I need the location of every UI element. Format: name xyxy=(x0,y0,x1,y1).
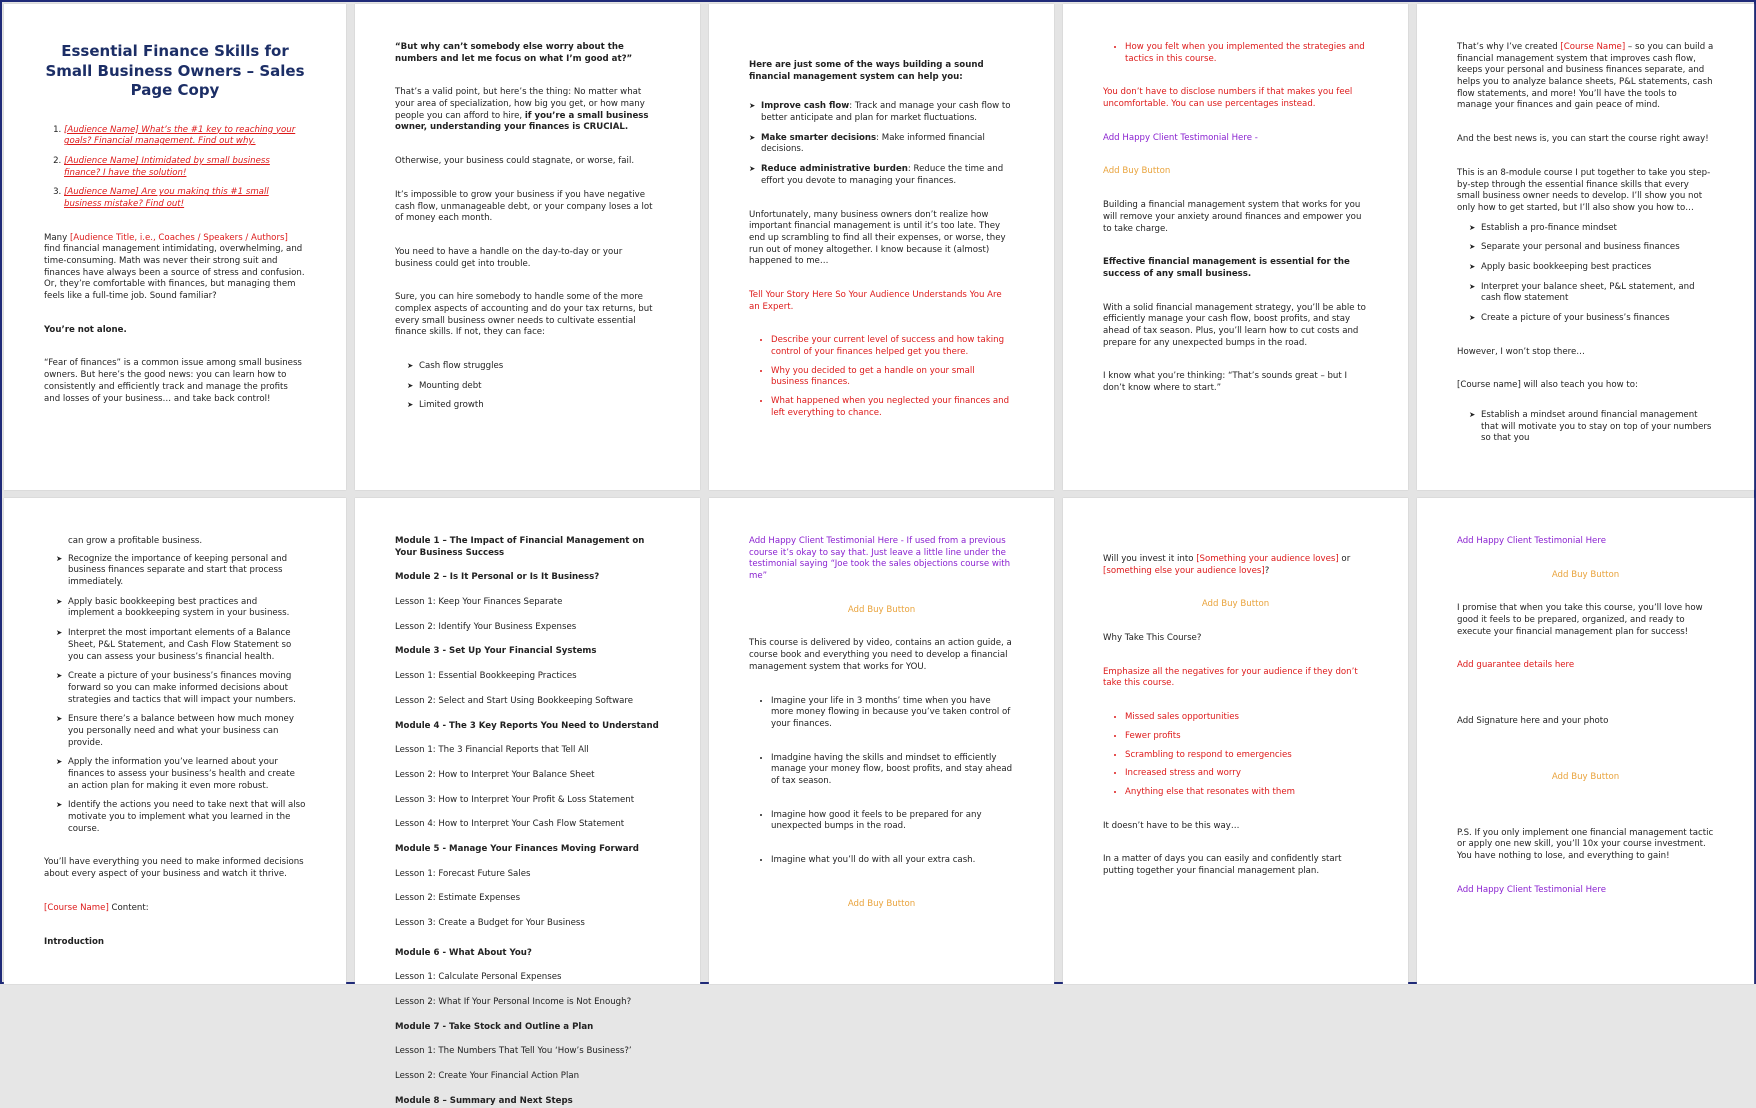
module-title: Module 5 - Manage Your Finances Moving Forward xyxy=(395,843,639,854)
page-3 xyxy=(709,4,1054,490)
lesson-item: Lesson 2: Estimate Expenses xyxy=(395,893,521,904)
list-item: ➤ Ensure there’s a balance between how much money you personally need and what your business can provide. xyxy=(56,714,306,749)
list-item: ➤ Establish a mindset around financial management that will motivate you to stay on top of your numbers so that you xyxy=(1469,410,1714,445)
list-item: ➤ Create a picture of your business’s finances xyxy=(1469,313,1714,325)
testimonial-placeholder: Add Happy Client Testimonial Here xyxy=(1457,884,1606,895)
list-item: • Imadgine having the skills and mindset to efficiently manage your money flow, boost profits, and stay ahead of tax season. xyxy=(771,753,1014,788)
list-item: ➤ Apply basic bookkeeping best practices and implement a bookkeeping system in your business. xyxy=(56,597,306,620)
disclose-note: You don’t have to disclose numbers if that makes you feel uncomfortable. You can use percentages instead. xyxy=(1103,87,1353,110)
paragraph: In a matter of days you can easily and confidently start putting together your financial management plan. xyxy=(1103,854,1342,876)
lesson-item: Lesson 1: Calculate Personal Expenses xyxy=(395,972,562,983)
negatives-list xyxy=(1103,712,1368,798)
testimonial-placeholder: Add Happy Client Testimonial Here xyxy=(1457,536,1606,546)
list-item: • Imagine your life in 3 months’ time when you have more money flowing in because you’ve taken control of your finances. xyxy=(771,696,1014,731)
paragraph: Sure, you can hire somebody to handle some of the more complex aspects of accounting and do your tax returns, but every small business owner needs to cultivate essential finance skills. If not, they can face: xyxy=(395,292,653,338)
benefits-intro: Here are just some of the ways building a sound financial management system can help you: xyxy=(749,60,984,82)
list-item: • Anything else that resonates with them xyxy=(1125,787,1368,799)
teach-list xyxy=(1469,410,1714,445)
buy-button-placeholder: Add Buy Button xyxy=(1551,771,1620,782)
page-9 xyxy=(1063,498,1408,984)
module-title: Module 7 - Take Stock and Outline a Plan xyxy=(395,1021,594,1032)
lesson-item: Lesson 3: How to Interpret Your Profit & Loss Statement xyxy=(395,794,635,805)
paragraph: With a solid financial management strategy, you’ll be able to efficiently manage your cash flow, boost profits, and stay ahead of tax season. Plus, you’ll learn how to cut costs and prepare for any unexpected bumps in the road. xyxy=(1103,302,1366,348)
paragraph: That’s a valid point, but here’s the thing: No matter what your area of specialization, how big you get, or how many people you can afford to hire, if you’re a small business owner, understanding your finances is CRUCIAL. xyxy=(395,87,649,133)
story-list-cont xyxy=(1103,42,1368,65)
list-item: • What happened when you neglected your finances and left everything to chance. xyxy=(771,396,1014,419)
list-item: ➤ Reduce administrative burden: Reduce the time and effort you devote to managing your finances. xyxy=(749,164,1014,187)
module-title: Module 4 - The 3 Key Reports You Need to Understand xyxy=(395,720,659,731)
module-title: Module 6 - What About You? xyxy=(395,947,532,958)
list-item: ➤ Apply basic bookkeeping best practices xyxy=(1469,262,1714,274)
list-item: • Why you decided to get a handle on your small business finances. xyxy=(771,366,1014,389)
lesson-item: Lesson 3: Create a Budget for Your Business xyxy=(395,918,585,928)
problem-list xyxy=(407,361,660,412)
list-item: ➤ Interpret your balance sheet, P&L statement, and cash flow statement xyxy=(1469,282,1714,305)
list-item: ➤ Establish a pro-finance mindset xyxy=(1469,223,1714,235)
list-continuation: can grow a profitable business. xyxy=(68,536,203,546)
buy-button-placeholder: Add Buy Button xyxy=(1551,569,1620,580)
page-6 xyxy=(4,498,346,984)
lesson-item: Lesson 2: How to Interpret Your Balance Sheet xyxy=(395,769,595,780)
content-heading: [Course Name] Content: xyxy=(44,902,149,913)
paragraph: You need to have a handle on the day-to-day or your business could get into trouble. xyxy=(395,246,623,269)
paragraph: I know what you’re thinking: “That’s sounds great – but I don’t know where to start.” xyxy=(1103,371,1348,393)
headline-item: 2. [Audience Name] Intimidated by small business finance? I have the solution! xyxy=(64,156,306,179)
not-alone-heading: You’re not alone. xyxy=(44,324,127,335)
emphasize-note: Emphasize all the negatives for your audience if they don’t take this course. xyxy=(1103,666,1358,689)
lesson-item: Lesson 2: Create Your Financial Action Plan xyxy=(395,1071,580,1082)
paragraph: It doesn’t have to be this way… xyxy=(1103,820,1240,831)
list-item: ➤ Improve cash flow: Track and manage your cash flow to better anticipate and plan for market fluctuations. xyxy=(749,101,1014,124)
story-list xyxy=(749,335,1014,419)
paragraph: Unfortunately, many business owners don’t realize how important financial management is until it’s too late. They end up scrambling to find all their expenses, or worse, they run out of money altogether. I know because it (almost) happened to me… xyxy=(749,209,1006,267)
lesson-item: Lesson 1: The 3 Financial Reports that Tell All xyxy=(395,745,589,756)
list-item: ➤ Create a picture of your business’s finances moving forward so you can make informed decisions about strategies and tactics that will impact your numbers. xyxy=(56,671,306,706)
paragraph: Otherwise, your business could stagnate, or worse, fail. xyxy=(395,156,635,167)
list-item: ➤ Make smarter decisions: Make informed financial decisions. xyxy=(749,133,1014,156)
fear-paragraph: “Fear of finances” is a common issue among small business owners. But here’s the good news: you can learn how to consistently and efficiently track and manage the profits and losses of your business… and take back control! xyxy=(44,358,302,404)
teach-list-cont xyxy=(56,554,306,836)
list-item: • Imagine how good it feels to be prepared for any unexpected bumps in the road. xyxy=(771,810,1014,833)
paragraph: This course is delivered by video, contains an action guide, a course book and everything you need to develop a financial management system that works for YOU. xyxy=(749,638,1012,672)
lesson-item: Lesson 2: What If Your Personal Income is Not Enough? xyxy=(395,997,632,1008)
list-item: ➤ Identify the actions you need to take next that will also motivate you to implement what you learned in the course. xyxy=(56,800,306,835)
module-title: Module 3 - Set Up Your Financial Systems xyxy=(395,646,597,657)
list-item: ➤ Recognize the importance of keeping personal and business finances separate and start that process immediately. xyxy=(56,554,306,589)
paragraph: [Course name] will also teach you how to: xyxy=(1457,380,1638,391)
headline-item: 1. [Audience Name] What’s the #1 key to reaching your goals? Financial management. Find out why. xyxy=(64,125,306,148)
headline-list xyxy=(44,125,306,211)
buy-button-placeholder: Add Buy Button xyxy=(847,898,916,909)
lesson-item: Lesson 1: Keep Your Finances Separate xyxy=(395,597,563,608)
module-list xyxy=(395,536,660,1108)
module-title: Module 8 – Summary and Next Steps xyxy=(395,1095,573,1106)
skills-list xyxy=(1469,223,1714,325)
page-1 xyxy=(4,4,346,490)
paragraph: However, I won’t stop there… xyxy=(1457,346,1585,357)
introduction-heading: Introduction xyxy=(44,936,105,947)
list-item: • Fewer profits xyxy=(1125,731,1368,743)
lesson-item: Lesson 2: Identify Your Business Expenses xyxy=(395,621,577,632)
lesson-item: Lesson 2: Select and Start Using Bookkeeping Software xyxy=(395,695,634,706)
page-2 xyxy=(355,4,700,490)
buy-button-placeholder: Add Buy Button xyxy=(1103,166,1171,177)
guarantee-placeholder: Add guarantee details here xyxy=(1457,660,1575,671)
module-title: Module 1 – The Impact of Financial Management on Your Business Success xyxy=(395,536,645,558)
list-item: ➤ Mounting debt xyxy=(407,381,660,393)
list-item: ➤ Separate your personal and business finances xyxy=(1469,242,1714,254)
objection-quote: “But why can’t somebody else worry about the numbers and let me focus on what I’m good at?” xyxy=(395,42,633,64)
lesson-item: Lesson 1: The Numbers That Tell You ‘How’s Business?’ xyxy=(395,1046,632,1057)
buy-button-placeholder: Add Buy Button xyxy=(847,604,916,615)
intro-paragraph: Many [Audience Title, i.e., Coaches / Speakers / Authors] find financial management intimidating, overwhelming, and time-consuming. Math was never their strong suit and finances have always been a source of stress and confusion. Or, they’re comfortable with finances, but managing them feels like a full-time job. Sound familiar? xyxy=(44,232,305,302)
list-item: ➤ Interpret the most important elements of a Balance Sheet, P&L Statement, and Cash Flow Statement so you can assess your business’s financial health. xyxy=(56,628,306,663)
page-5 xyxy=(1417,4,1754,490)
ps-paragraph: P.S. If you only implement one financial management tactic or apply one new skill, you’ll 10x your course investment. You have nothing to lose, and everything to gain! xyxy=(1457,827,1714,861)
headline-item: 3. [Audience Name] Are you making this #1 small business mistake? Find out! xyxy=(64,187,306,210)
list-item: • How you felt when you implemented the strategies and tactics in this course. xyxy=(1125,42,1368,65)
paragraph: This is an 8-module course I put together to take you step-by-step through the essential finance skills that every small business owner needs to develop. I’ll show you not only how to get started, but I’ll also show you how to… xyxy=(1457,167,1711,213)
bold-statement: Effective financial management is essential for the success of any small business. xyxy=(1103,257,1350,279)
buy-button-placeholder: Add Buy Button xyxy=(1201,599,1270,610)
imagine-list xyxy=(749,696,1014,867)
page-10 xyxy=(1417,498,1754,984)
testimonial-placeholder: Add Happy Client Testimonial Here - xyxy=(1103,132,1258,143)
lesson-item: Lesson 4: How to Interpret Your Cash Flow Statement xyxy=(395,819,625,830)
paragraph: You’ll have everything you need to make informed decisions about every aspect of your business and watch it thrive. xyxy=(44,857,304,880)
page-4 xyxy=(1063,4,1408,490)
signature-placeholder: Add Signature here and your photo xyxy=(1457,716,1609,727)
list-item: • Imagine what you’ll do with all your extra cash. xyxy=(771,855,1014,867)
lesson-item: Lesson 1: Essential Bookkeeping Practices xyxy=(395,671,577,682)
list-item: ➤ Apply the information you’ve learned about your finances to assess your business’s health and create an action plan for making it even more robust. xyxy=(56,757,306,792)
paragraph: That’s why I’ve created [Course Name] – so you can build a financial management system that improves cash flow, keeps your personal and business finances separate, and helps you to analyze balance sheets, P&L statements, cash flow statements, and more! You’ll have the tools to manage your finances and gain peace of mind. xyxy=(1457,42,1714,111)
page-title: Essential Finance Skills for Small Business Owners – Sales Page Copy xyxy=(45,42,305,99)
page-7 xyxy=(355,498,700,1106)
story-placeholder: Tell Your Story Here So Your Audience Understands You Are an Expert. xyxy=(749,289,1002,312)
paragraph: It’s impossible to grow your business if you have negative cash flow, unmanageable debt, or your company loses a lot of money each month. xyxy=(395,189,653,224)
page-8 xyxy=(709,498,1054,984)
list-item: ➤ Limited growth xyxy=(407,400,660,412)
paragraph: Building a financial management system that works for you will remove your anxiety around finances and empower you to take charge. xyxy=(1103,200,1362,234)
lesson-item: Lesson 1: Forecast Future Sales xyxy=(395,868,531,879)
testimonial-placeholder: Add Happy Client Testimonial Here - If used from a previous course it’s okay to say that. Just leave a little line under the testimonial saying “Joe took the sales objections course with me” xyxy=(749,536,1011,582)
paragraph: I promise that when you take this course, you’ll love how good it feels to be prepared, organized, and ready to execute your financial management plan for success! xyxy=(1457,603,1703,637)
module-title: Module 2 – Is It Personal or Is It Business? xyxy=(395,572,600,583)
list-item: ➤ Cash flow struggles xyxy=(407,361,660,373)
list-item: • Describe your current level of success and how taking control of your finances helped get you there. xyxy=(771,335,1014,358)
list-item: • Increased stress and worry xyxy=(1125,768,1368,780)
list-item: • Scrambling to respond to emergencies xyxy=(1125,750,1368,762)
paragraph: And the best news is, you can start the course right away! xyxy=(1457,134,1709,145)
invest-question: Will you invest it into [Something your audience loves] or [something else your audience loves]? xyxy=(1103,554,1351,576)
why-heading: Why Take This Course? xyxy=(1103,633,1202,644)
benefits-list xyxy=(749,101,1014,187)
list-item: • Missed sales opportunities xyxy=(1125,712,1368,724)
